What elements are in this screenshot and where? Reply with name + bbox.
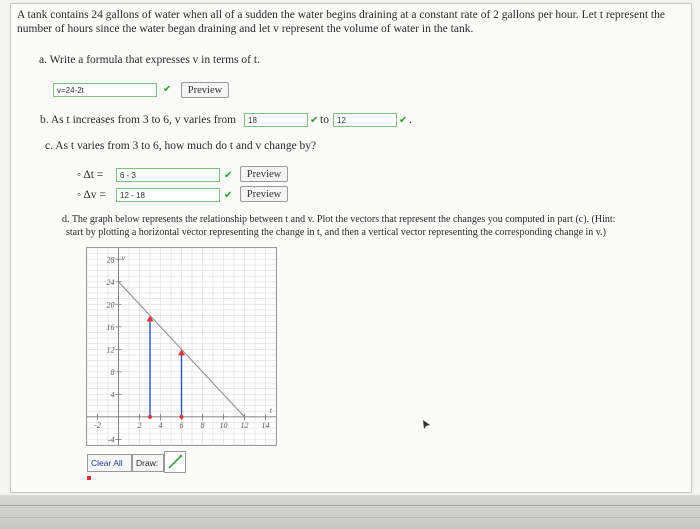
y-axis-label: v <box>121 253 126 263</box>
correct-check-icon: ✔ <box>399 115 408 126</box>
intro-line-1: A tank contains 24 gallons of water when all of a sudden the water begins draining at a constant rate of 2 gallons per hour. Let t represent the <box>17 9 665 21</box>
delta-v-input[interactable]: 12 - 18 <box>116 188 220 202</box>
edge-line <box>0 517 700 518</box>
y-tick-label: 20 <box>106 300 115 310</box>
correct-check-icon: ✔ <box>310 115 319 126</box>
x-tick-label: 8 <box>200 420 205 430</box>
correct-check-icon: ✔ <box>163 84 172 95</box>
y-tick-label: 24 <box>106 277 115 287</box>
x-axis-label: t <box>269 405 272 415</box>
x-tick-label: -2 <box>94 420 101 430</box>
intro-line-2: number of hours since the water began draining and let v represent the volume of water in the tank. <box>17 23 474 35</box>
edge-line <box>0 505 700 506</box>
draw-line-tool[interactable] <box>164 451 186 473</box>
y-tick-label: 12 <box>106 345 115 355</box>
preview-button-dv[interactable]: Preview <box>240 186 288 202</box>
y-tick-label: 28 <box>106 255 115 265</box>
vector-graph[interactable] <box>86 247 277 446</box>
part-c-question: c. As t varies from 3 to 6, how much do t and v change by? <box>45 140 317 152</box>
x-tick-label: 2 <box>137 420 142 430</box>
to-value-input[interactable]: 12 <box>333 113 397 127</box>
graph-svg[interactable] <box>87 248 276 445</box>
vector-start-point <box>148 415 152 419</box>
delta-t-label: ◦ Δt = <box>77 169 104 181</box>
x-tick-label: 4 <box>158 420 163 430</box>
to-label: to <box>320 114 329 126</box>
y-tick-label: 4 <box>110 390 115 400</box>
line-tool-icon <box>165 452 185 472</box>
y-tick-label: 16 <box>106 322 115 332</box>
part-d-line-1: d. The graph below represents the relationship between t and v. Plot the vectors that represent the changes you computed in part (c). (Hint: <box>62 214 616 225</box>
delta-v-label: ◦ Δv = <box>77 189 106 201</box>
x-tick-label: 6 <box>179 420 184 430</box>
correct-check-icon: ✔ <box>224 170 233 181</box>
x-tick-label: 14 <box>261 420 270 430</box>
delta-t-input[interactable]: 6 - 3 <box>116 168 220 182</box>
x-tick-label: 12 <box>240 420 249 430</box>
part-d-line-2: start by plotting a horizontal vector representing the change in t, and then a vertical vector representing the corresponding change in v.) <box>66 227 606 238</box>
x-tick-label: 10 <box>219 420 228 430</box>
status-marker-icon <box>87 476 91 480</box>
mouse-pointer-icon <box>423 417 431 435</box>
correct-check-icon: ✔ <box>224 190 233 201</box>
from-value-input[interactable]: 18 <box>244 113 308 127</box>
part-b-prefix: b. As t increases from 3 to 6, v varies from <box>40 114 237 126</box>
y-tick-label: 8 <box>110 367 115 377</box>
vector-start-point <box>180 415 184 419</box>
y-tick-label: -4 <box>107 435 115 445</box>
formula-input[interactable]: v=24-2t <box>53 83 157 97</box>
preview-button-dt[interactable]: Preview <box>240 166 288 182</box>
part-a-question: a. Write a formula that expresses v in terms of t. <box>39 54 260 66</box>
period: . <box>409 114 412 126</box>
draw-label: Draw: <box>132 454 164 472</box>
preview-button-a[interactable]: Preview <box>181 82 229 98</box>
clear-all-button[interactable]: Clear All <box>87 454 132 472</box>
screen-bottom-edge <box>0 495 700 529</box>
